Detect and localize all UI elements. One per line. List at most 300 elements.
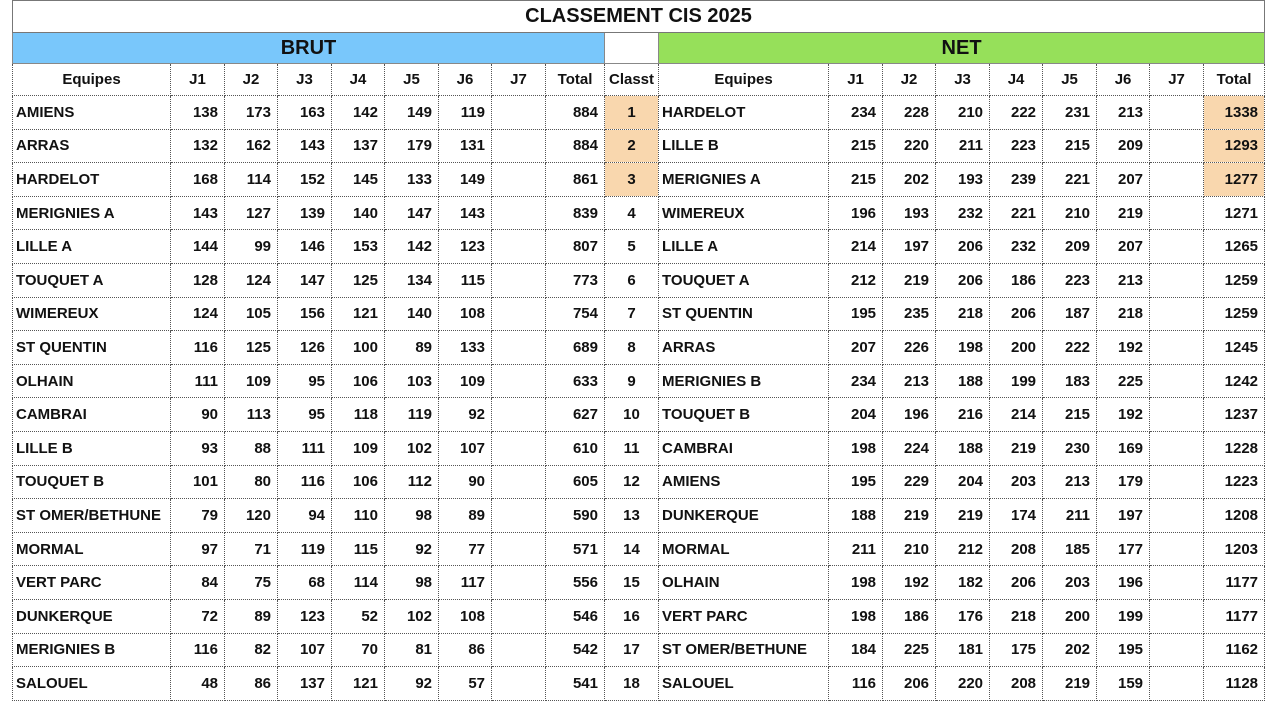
- net-team-cell: MERIGNIES B: [659, 364, 829, 398]
- net-score-cell: 198: [829, 566, 883, 600]
- brut-score-cell: 115: [332, 532, 385, 566]
- rank-cell: 7: [605, 297, 659, 331]
- brut-score-cell: [492, 667, 546, 701]
- net-score-cell: 229: [883, 465, 936, 499]
- brut-score-cell: 541: [546, 667, 605, 701]
- brut-score-cell: 102: [385, 599, 439, 633]
- net-score-cell: 1293: [1204, 129, 1265, 163]
- net-score-cell: 195: [1097, 633, 1150, 667]
- net-score-cell: 215: [1043, 129, 1097, 163]
- brut-team-cell: SALOUEL: [13, 667, 171, 701]
- net-team-cell: ARRAS: [659, 331, 829, 365]
- rank-cell: 1: [605, 96, 659, 130]
- net-score-cell: 219: [883, 499, 936, 533]
- brut-score-cell: 128: [171, 263, 225, 297]
- brut-score-cell: 72: [171, 599, 225, 633]
- brut-column-header: J3: [278, 64, 332, 96]
- brut-score-cell: 162: [225, 129, 278, 163]
- net-score-cell: 199: [990, 364, 1043, 398]
- brut-score-cell: 134: [385, 263, 439, 297]
- net-score-cell: 211: [829, 532, 883, 566]
- table-row: [13, 599, 1265, 633]
- brut-score-cell: 884: [546, 96, 605, 130]
- brut-score-cell: 773: [546, 263, 605, 297]
- net-score-cell: 219: [1097, 196, 1150, 230]
- brut-score-cell: 571: [546, 532, 605, 566]
- brut-score-cell: 75: [225, 566, 278, 600]
- net-score-cell: 206: [936, 263, 990, 297]
- brut-score-cell: 143: [171, 196, 225, 230]
- net-score-cell: [1150, 532, 1204, 566]
- brut-score-cell: 97: [171, 532, 225, 566]
- net-score-cell: 212: [936, 532, 990, 566]
- brut-score-cell: 81: [385, 633, 439, 667]
- net-team-cell: HARDELOT: [659, 96, 829, 130]
- brut-score-cell: 106: [332, 364, 385, 398]
- brut-score-cell: 142: [332, 96, 385, 130]
- brut-score-cell: 118: [332, 398, 385, 432]
- net-column-header: Total: [1204, 64, 1265, 96]
- brut-score-cell: 52: [332, 599, 385, 633]
- net-score-cell: 176: [936, 599, 990, 633]
- net-score-cell: [1150, 230, 1204, 264]
- net-score-cell: 206: [990, 297, 1043, 331]
- brut-score-cell: 153: [332, 230, 385, 264]
- brut-score-cell: 88: [225, 431, 278, 465]
- table-row: [13, 532, 1265, 566]
- brut-score-cell: 126: [278, 331, 332, 365]
- net-score-cell: 199: [1097, 599, 1150, 633]
- brut-score-cell: 48: [171, 667, 225, 701]
- net-score-cell: 230: [1043, 431, 1097, 465]
- net-score-cell: 207: [1097, 230, 1150, 264]
- net-team-cell: SALOUEL: [659, 667, 829, 701]
- net-team-cell: LILLE B: [659, 129, 829, 163]
- rank-cell: 2: [605, 129, 659, 163]
- brut-score-cell: 110: [332, 499, 385, 533]
- net-score-cell: 1208: [1204, 499, 1265, 533]
- brut-score-cell: 754: [546, 297, 605, 331]
- brut-score-cell: 119: [278, 532, 332, 566]
- net-score-cell: 211: [936, 129, 990, 163]
- net-score-cell: 214: [829, 230, 883, 264]
- brut-score-cell: 133: [385, 163, 439, 197]
- net-score-cell: 185: [1043, 532, 1097, 566]
- net-score-cell: 159: [1097, 667, 1150, 701]
- net-score-cell: 215: [1043, 398, 1097, 432]
- net-score-cell: 169: [1097, 431, 1150, 465]
- column-header-row: [13, 64, 1265, 96]
- brut-score-cell: 107: [439, 431, 492, 465]
- net-team-cell: TOUQUET A: [659, 263, 829, 297]
- brut-score-cell: 610: [546, 431, 605, 465]
- brut-score-cell: 114: [332, 566, 385, 600]
- net-score-cell: 193: [936, 163, 990, 197]
- brut-score-cell: 100: [332, 331, 385, 365]
- brut-score-cell: 112: [385, 465, 439, 499]
- table-row: [13, 633, 1265, 667]
- brut-score-cell: 99: [225, 230, 278, 264]
- brut-score-cell: 117: [439, 566, 492, 600]
- net-score-cell: 186: [883, 599, 936, 633]
- net-score-cell: 221: [990, 196, 1043, 230]
- brut-score-cell: [492, 129, 546, 163]
- brut-score-cell: 137: [332, 129, 385, 163]
- net-score-cell: 188: [936, 431, 990, 465]
- rank-cell: 4: [605, 196, 659, 230]
- net-score-cell: 200: [990, 331, 1043, 365]
- brut-score-cell: 109: [439, 364, 492, 398]
- brut-section-label: BRUT: [13, 33, 605, 64]
- brut-score-cell: 133: [439, 331, 492, 365]
- table-row: [13, 163, 1265, 197]
- section-band-row: [13, 33, 1265, 64]
- net-team-cell: MORMAL: [659, 532, 829, 566]
- band-gap: [605, 33, 659, 64]
- net-score-cell: 1259: [1204, 297, 1265, 331]
- net-score-cell: [1150, 263, 1204, 297]
- page-title: CLASSEMENT CIS 2025: [13, 1, 1265, 33]
- brut-score-cell: 111: [171, 364, 225, 398]
- net-team-cell: CAMBRAI: [659, 431, 829, 465]
- brut-score-cell: 556: [546, 566, 605, 600]
- brut-score-cell: 546: [546, 599, 605, 633]
- net-score-cell: 188: [829, 499, 883, 533]
- net-team-cell: WIMEREUX: [659, 196, 829, 230]
- brut-score-cell: 542: [546, 633, 605, 667]
- brut-score-cell: 121: [332, 667, 385, 701]
- net-score-cell: 213: [883, 364, 936, 398]
- net-score-cell: 224: [883, 431, 936, 465]
- net-score-cell: 221: [1043, 163, 1097, 197]
- brut-score-cell: 861: [546, 163, 605, 197]
- rank-cell: 11: [605, 431, 659, 465]
- net-score-cell: 207: [829, 331, 883, 365]
- table-row: [13, 431, 1265, 465]
- net-score-cell: 231: [1043, 96, 1097, 130]
- net-section-label: NET: [659, 33, 1265, 64]
- net-score-cell: 1203: [1204, 532, 1265, 566]
- rank-cell: 3: [605, 163, 659, 197]
- rank-cell: 5: [605, 230, 659, 264]
- net-score-cell: 1237: [1204, 398, 1265, 432]
- net-score-cell: 210: [883, 532, 936, 566]
- brut-score-cell: 92: [385, 667, 439, 701]
- brut-team-cell: LILLE B: [13, 431, 171, 465]
- brut-score-cell: 102: [385, 431, 439, 465]
- net-score-cell: 204: [936, 465, 990, 499]
- brut-score-cell: 114: [225, 163, 278, 197]
- table-row: [13, 297, 1265, 331]
- rank-column-header: Classt: [605, 64, 659, 96]
- brut-score-cell: 86: [439, 633, 492, 667]
- brut-score-cell: 101: [171, 465, 225, 499]
- net-score-cell: 235: [883, 297, 936, 331]
- brut-score-cell: 145: [332, 163, 385, 197]
- brut-score-cell: 68: [278, 566, 332, 600]
- net-score-cell: 219: [990, 431, 1043, 465]
- net-score-cell: 213: [1043, 465, 1097, 499]
- table-row: [13, 230, 1265, 264]
- title-row: [13, 1, 1265, 33]
- net-column-header: J3: [936, 64, 990, 96]
- brut-score-cell: 94: [278, 499, 332, 533]
- table-row: [13, 364, 1265, 398]
- net-score-cell: 1245: [1204, 331, 1265, 365]
- net-score-cell: [1150, 431, 1204, 465]
- brut-team-cell: ST QUENTIN: [13, 331, 171, 365]
- net-score-cell: 225: [883, 633, 936, 667]
- brut-team-cell: TOUQUET B: [13, 465, 171, 499]
- brut-score-cell: [492, 398, 546, 432]
- net-score-cell: [1150, 331, 1204, 365]
- net-score-cell: 184: [829, 633, 883, 667]
- brut-score-cell: 146: [278, 230, 332, 264]
- brut-score-cell: 152: [278, 163, 332, 197]
- net-score-cell: 214: [990, 398, 1043, 432]
- net-score-cell: 218: [936, 297, 990, 331]
- rank-cell: 16: [605, 599, 659, 633]
- brut-score-cell: 119: [439, 96, 492, 130]
- net-score-cell: 196: [1097, 566, 1150, 600]
- brut-score-cell: 79: [171, 499, 225, 533]
- net-score-cell: 179: [1097, 465, 1150, 499]
- net-score-cell: 186: [990, 263, 1043, 297]
- brut-score-cell: 627: [546, 398, 605, 432]
- brut-column-header: J5: [385, 64, 439, 96]
- brut-column-header: J1: [171, 64, 225, 96]
- brut-team-cell: TOUQUET A: [13, 263, 171, 297]
- net-column-header: J2: [883, 64, 936, 96]
- brut-score-cell: 149: [439, 163, 492, 197]
- net-score-cell: 208: [990, 667, 1043, 701]
- net-score-cell: 234: [829, 364, 883, 398]
- brut-score-cell: 143: [439, 196, 492, 230]
- net-score-cell: [1150, 364, 1204, 398]
- net-score-cell: 234: [829, 96, 883, 130]
- net-score-cell: 1177: [1204, 566, 1265, 600]
- brut-score-cell: 71: [225, 532, 278, 566]
- table-row: [13, 499, 1265, 533]
- brut-score-cell: 84: [171, 566, 225, 600]
- net-score-cell: 218: [990, 599, 1043, 633]
- net-score-cell: 1259: [1204, 263, 1265, 297]
- brut-team-cell: MERIGNIES A: [13, 196, 171, 230]
- net-score-cell: 232: [990, 230, 1043, 264]
- net-column-header: J5: [1043, 64, 1097, 96]
- rank-cell: 12: [605, 465, 659, 499]
- net-score-cell: 219: [883, 263, 936, 297]
- net-score-cell: [1150, 196, 1204, 230]
- brut-score-cell: [492, 364, 546, 398]
- net-team-cell: OLHAIN: [659, 566, 829, 600]
- brut-score-cell: 80: [225, 465, 278, 499]
- brut-score-cell: [492, 599, 546, 633]
- brut-score-cell: 98: [385, 566, 439, 600]
- net-score-cell: 1228: [1204, 431, 1265, 465]
- net-score-cell: 226: [883, 331, 936, 365]
- brut-column-header: J6: [439, 64, 492, 96]
- brut-score-cell: 127: [225, 196, 278, 230]
- brut-score-cell: 116: [278, 465, 332, 499]
- brut-score-cell: 124: [171, 297, 225, 331]
- net-score-cell: 174: [990, 499, 1043, 533]
- net-column-header: J1: [829, 64, 883, 96]
- net-score-cell: 192: [1097, 331, 1150, 365]
- net-team-cell: LILLE A: [659, 230, 829, 264]
- table-row: [13, 566, 1265, 600]
- brut-score-cell: 89: [225, 599, 278, 633]
- brut-score-cell: 123: [278, 599, 332, 633]
- net-score-cell: 203: [990, 465, 1043, 499]
- brut-column-header: Total: [546, 64, 605, 96]
- brut-score-cell: 116: [171, 331, 225, 365]
- brut-score-cell: 111: [278, 431, 332, 465]
- net-team-cell: ST OMER/BETHUNE: [659, 633, 829, 667]
- brut-score-cell: [492, 532, 546, 566]
- net-score-cell: [1150, 398, 1204, 432]
- net-score-cell: 220: [936, 667, 990, 701]
- net-score-cell: [1150, 96, 1204, 130]
- net-score-cell: 210: [936, 96, 990, 130]
- net-score-cell: 200: [1043, 599, 1097, 633]
- net-score-cell: 1162: [1204, 633, 1265, 667]
- brut-score-cell: 105: [225, 297, 278, 331]
- rank-cell: 14: [605, 532, 659, 566]
- net-score-cell: 218: [1097, 297, 1150, 331]
- brut-score-cell: 633: [546, 364, 605, 398]
- brut-team-cell: AMIENS: [13, 96, 171, 130]
- brut-score-cell: 120: [225, 499, 278, 533]
- net-score-cell: 175: [990, 633, 1043, 667]
- brut-score-cell: 103: [385, 364, 439, 398]
- net-score-cell: 198: [829, 599, 883, 633]
- brut-score-cell: 108: [439, 599, 492, 633]
- brut-score-cell: [492, 96, 546, 130]
- brut-score-cell: 109: [332, 431, 385, 465]
- brut-score-cell: 115: [439, 263, 492, 297]
- brut-score-cell: 82: [225, 633, 278, 667]
- brut-score-cell: [492, 499, 546, 533]
- net-score-cell: [1150, 499, 1204, 533]
- brut-score-cell: 839: [546, 196, 605, 230]
- table-row: [13, 667, 1265, 701]
- brut-score-cell: 77: [439, 532, 492, 566]
- brut-team-cell: LILLE A: [13, 230, 171, 264]
- brut-score-cell: 106: [332, 465, 385, 499]
- brut-score-cell: 137: [278, 667, 332, 701]
- net-score-cell: 219: [936, 499, 990, 533]
- net-score-cell: 222: [1043, 331, 1097, 365]
- net-score-cell: 181: [936, 633, 990, 667]
- net-score-cell: 1265: [1204, 230, 1265, 264]
- brut-score-cell: 605: [546, 465, 605, 499]
- brut-score-cell: 149: [385, 96, 439, 130]
- net-score-cell: 197: [883, 230, 936, 264]
- brut-score-cell: 179: [385, 129, 439, 163]
- net-score-cell: 212: [829, 263, 883, 297]
- net-score-cell: 116: [829, 667, 883, 701]
- net-score-cell: 197: [1097, 499, 1150, 533]
- brut-score-cell: 156: [278, 297, 332, 331]
- brut-score-cell: 140: [332, 196, 385, 230]
- brut-score-cell: [492, 163, 546, 197]
- brut-score-cell: 125: [332, 263, 385, 297]
- brut-score-cell: [492, 263, 546, 297]
- brut-team-cell: VERT PARC: [13, 566, 171, 600]
- brut-team-cell: HARDELOT: [13, 163, 171, 197]
- brut-score-cell: [492, 566, 546, 600]
- net-team-cell: DUNKERQUE: [659, 499, 829, 533]
- net-column-header: J7: [1150, 64, 1204, 96]
- net-score-cell: 198: [936, 331, 990, 365]
- net-team-cell: MERIGNIES A: [659, 163, 829, 197]
- brut-team-cell: WIMEREUX: [13, 297, 171, 331]
- brut-column-header: J2: [225, 64, 278, 96]
- brut-score-cell: 98: [385, 499, 439, 533]
- brut-score-cell: [492, 431, 546, 465]
- net-score-cell: 211: [1043, 499, 1097, 533]
- brut-score-cell: 93: [171, 431, 225, 465]
- rank-cell: 10: [605, 398, 659, 432]
- brut-score-cell: 107: [278, 633, 332, 667]
- brut-score-cell: 108: [439, 297, 492, 331]
- brut-column-header: J4: [332, 64, 385, 96]
- rank-cell: 13: [605, 499, 659, 533]
- brut-score-cell: 86: [225, 667, 278, 701]
- brut-score-cell: 590: [546, 499, 605, 533]
- net-score-cell: 215: [829, 163, 883, 197]
- net-score-cell: 210: [1043, 196, 1097, 230]
- net-score-cell: 206: [990, 566, 1043, 600]
- net-score-cell: [1150, 667, 1204, 701]
- net-score-cell: 202: [1043, 633, 1097, 667]
- net-score-cell: 182: [936, 566, 990, 600]
- net-score-cell: 1271: [1204, 196, 1265, 230]
- net-score-cell: 223: [990, 129, 1043, 163]
- brut-score-cell: [492, 331, 546, 365]
- brut-column-header: Equipes: [13, 64, 171, 96]
- table-row: [13, 465, 1265, 499]
- brut-score-cell: 119: [385, 398, 439, 432]
- net-score-cell: 239: [990, 163, 1043, 197]
- net-score-cell: 193: [883, 196, 936, 230]
- net-score-cell: 232: [936, 196, 990, 230]
- net-score-cell: 209: [1097, 129, 1150, 163]
- net-score-cell: [1150, 566, 1204, 600]
- brut-score-cell: [492, 465, 546, 499]
- brut-score-cell: 143: [278, 129, 332, 163]
- brut-score-cell: 57: [439, 667, 492, 701]
- brut-score-cell: 138: [171, 96, 225, 130]
- net-score-cell: 216: [936, 398, 990, 432]
- net-team-cell: AMIENS: [659, 465, 829, 499]
- net-score-cell: [1150, 465, 1204, 499]
- net-score-cell: 1242: [1204, 364, 1265, 398]
- net-team-cell: ST QUENTIN: [659, 297, 829, 331]
- brut-column-header: J7: [492, 64, 546, 96]
- brut-team-cell: CAMBRAI: [13, 398, 171, 432]
- net-score-cell: 204: [829, 398, 883, 432]
- brut-team-cell: MORMAL: [13, 532, 171, 566]
- brut-score-cell: 113: [225, 398, 278, 432]
- net-score-cell: 206: [936, 230, 990, 264]
- net-score-cell: 196: [829, 196, 883, 230]
- brut-score-cell: 168: [171, 163, 225, 197]
- rank-cell: 9: [605, 364, 659, 398]
- brut-score-cell: 124: [225, 263, 278, 297]
- rank-cell: 18: [605, 667, 659, 701]
